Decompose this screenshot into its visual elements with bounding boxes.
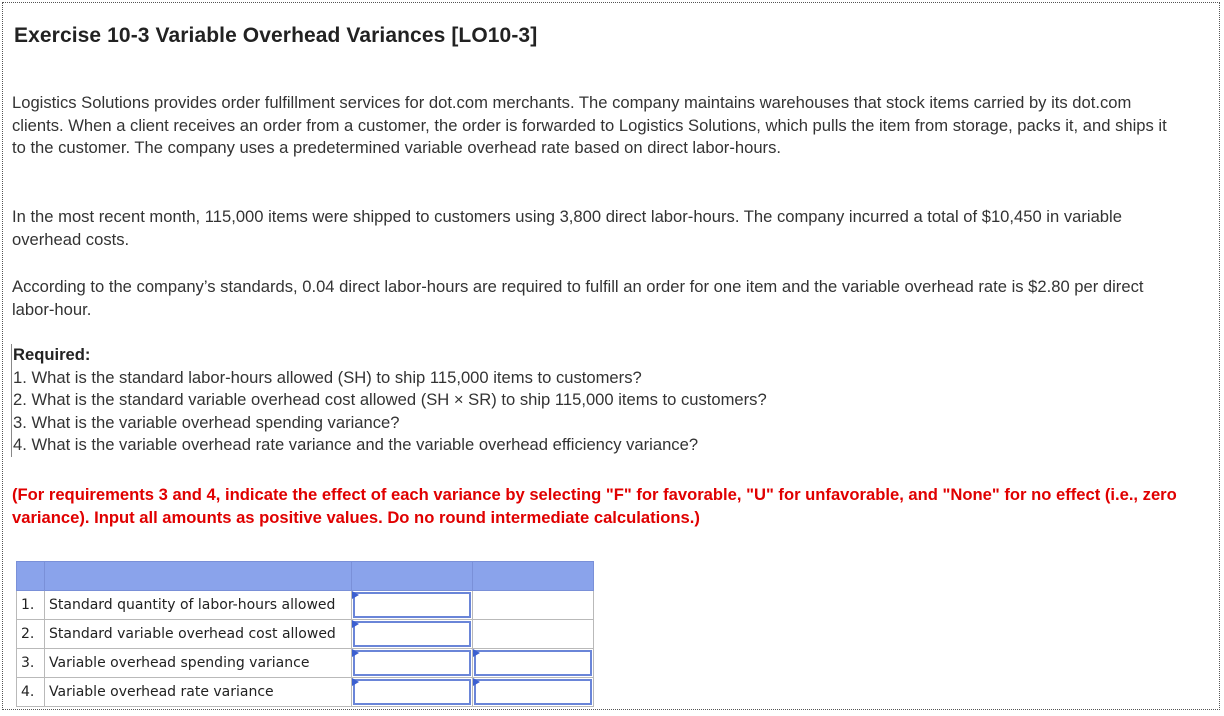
effect-cell-2 — [473, 620, 594, 649]
input-marker-icon — [352, 649, 359, 657]
amount-input-1[interactable] — [352, 591, 473, 620]
input-marker-icon — [352, 620, 359, 628]
input-marker-icon — [352, 678, 359, 686]
amount-input-3[interactable] — [352, 649, 473, 678]
effect-select-4[interactable] — [473, 678, 594, 707]
row-number: 1. — [17, 591, 45, 620]
row-number: 4. — [17, 678, 45, 707]
table-row — [17, 591, 594, 620]
required-item-4: 4. What is the variable overhead rate variance and the variable overhead efficiency variance? — [13, 435, 699, 454]
paragraph-month-data: In the most recent month, 115,000 items were shipped to customers using 3,800 direct labor-hours. The company incurred a total of $10,450 in variable overhead costs. — [12, 207, 1122, 249]
paragraph-standards: According to the company’s standards, 0.04 direct labor-hours are required to fulfill an order for one item and the variable overhead rate is $2.80 per direct labor-hour. — [12, 277, 1144, 319]
row-number: 2. — [17, 620, 45, 649]
required-section — [11, 344, 1203, 457]
paragraph-intro: Logistics Solutions provides order fulfillment services for dot.com merchants. The company maintains warehouses that stock items carried by its dot.com clients. When a client receives an order from a customer, the order is forwarded to Logistics Solutions, which pulls the item from storage, packs it, and ships it to the customer. The company uses a predetermined variable overhead rate based on direct labor-hours. — [12, 93, 1167, 157]
header-cell-effect — [473, 562, 594, 591]
effect-select-3[interactable] — [473, 649, 594, 678]
table-row — [17, 678, 594, 707]
input-marker-icon — [352, 591, 359, 599]
table-header-row — [17, 562, 594, 591]
required-item-3: 3. What is the variable overhead spending variance? — [13, 412, 400, 432]
required-list — [13, 367, 1203, 457]
row-label: Standard quantity of labor-hours allowed — [45, 591, 352, 620]
amount-input-4[interactable] — [352, 678, 473, 707]
amount-input-2[interactable] — [352, 620, 473, 649]
header-cell-num — [17, 562, 45, 591]
effect-select-box[interactable] — [474, 650, 592, 676]
effect-cell-1 — [473, 591, 594, 620]
header-cell-label — [45, 562, 352, 591]
row-label: Standard variable overhead cost allowed — [45, 620, 352, 649]
row-number: 3. — [17, 649, 45, 678]
required-item-2: 2. What is the standard variable overhead cost allowed (SH × SR) to ship 115,000 items to customers? — [13, 390, 767, 409]
table-row — [17, 649, 594, 678]
required-item-1: 1. What is the standard labor-hours allowed (SH) to ship 115,000 items to customers? — [13, 367, 642, 387]
amount-input-box[interactable] — [353, 679, 471, 705]
instructions-text: (For requirements 3 and 4, indicate the effect of each variance by selecting "F" for favorable, "U" for unfavorable, and "None" for no effect (i.e., zero variance). Input all amounts as positive values. Do no round intermediate calculations.) — [12, 485, 1177, 527]
amount-input-box[interactable] — [353, 592, 471, 618]
row-label: Variable overhead rate variance — [45, 678, 352, 707]
answer-table — [16, 561, 594, 707]
required-heading: Required: — [13, 345, 91, 364]
effect-select-box[interactable] — [474, 679, 592, 705]
table-row — [17, 620, 594, 649]
page-title: Exercise 10-3 Variable Overhead Variances [LO10-3] — [14, 24, 538, 47]
input-marker-icon — [473, 678, 480, 686]
row-label: Variable overhead spending variance — [45, 649, 352, 678]
amount-input-box[interactable] — [353, 650, 471, 676]
amount-input-box[interactable] — [353, 621, 471, 647]
header-cell-amount — [352, 562, 473, 591]
input-marker-icon — [473, 649, 480, 657]
